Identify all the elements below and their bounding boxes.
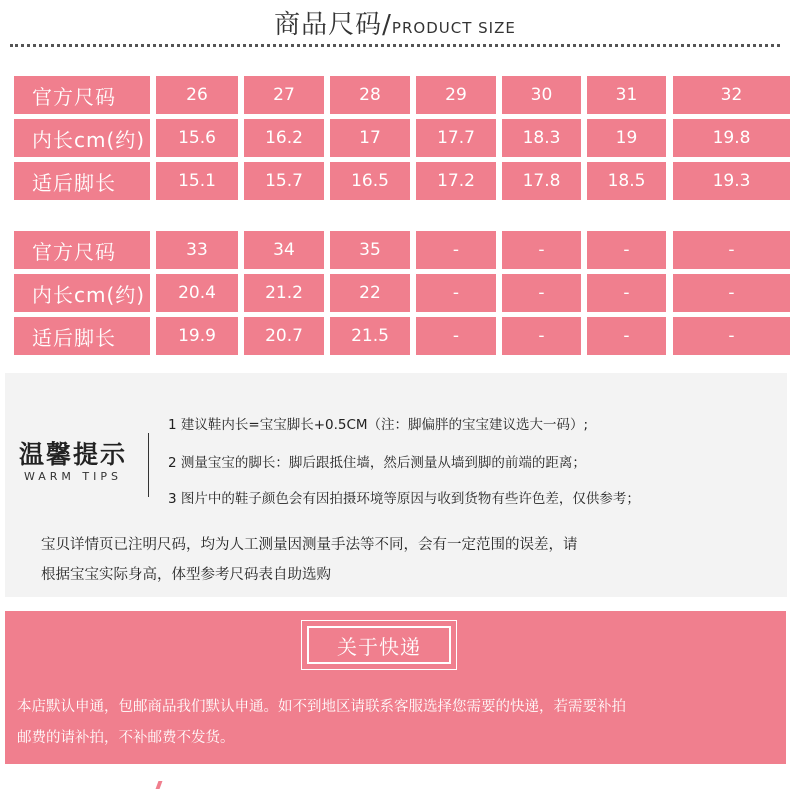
size-cell: 22 [330,274,410,312]
size-cell: 15.7 [244,162,324,200]
size-cell: 16.5 [330,162,410,200]
size-cell: - [587,231,666,269]
size-cell: - [416,274,496,312]
page-title [0,4,790,41]
size-cell: 21.2 [244,274,324,312]
size-cell: 20.4 [156,274,238,312]
size-cell: - [502,231,581,269]
size-cell: 21.5 [330,317,410,355]
size-cell: 31 [587,76,666,114]
size-cell: 27 [244,76,324,114]
size-cell: - [416,231,496,269]
tips-divider [148,433,149,497]
size-cell: 20.7 [244,317,324,355]
size-cell: 17 [330,119,410,157]
title-separator: / [382,10,392,40]
size-cell: 15.1 [156,162,238,200]
row-label: 官方尺码 [14,76,150,114]
tip-item: 1 建议鞋内长=宝宝脚长+0.5CM（注：脚偏胖的宝宝建议选大一码）; [168,417,589,433]
size-cell: 18.3 [502,119,581,157]
row-label: 内长cm(约) [14,119,150,157]
size-cell: 29 [416,76,496,114]
size-cell: 16.2 [244,119,324,157]
row-label: 适后脚长 [14,162,150,200]
row-label: 适后脚长 [14,317,150,355]
size-cell: - [416,317,496,355]
size-cell: - [673,274,790,312]
warm-tips-panel [5,373,787,597]
tips-title: 温馨提示 [18,440,127,469]
tips-subtitle: WARM TIPS [23,470,122,483]
size-cell: 26 [156,76,238,114]
row-label: 官方尺码 [14,231,150,269]
size-cell: 17.7 [416,119,496,157]
size-cell: 30 [502,76,581,114]
tips-note-line: 根据宝宝实际身高，体型参考尺码表自助选购 [41,567,331,583]
delivery-text-line: 本店默认申通，包邮商品我们默认申通。如不到地区请联系客服选择您需要的快递，若需要补拍 [17,699,626,715]
size-cell: 28 [330,76,410,114]
size-cell: 33 [156,231,238,269]
size-cell: 17.2 [416,162,496,200]
delivery-title: 关于快递 [307,626,451,664]
size-cell: 19 [587,119,666,157]
size-cell: 15.6 [156,119,238,157]
tips-note-line: 宝贝详情页已注明尺码，均为人工测量因测量手法等不同，会有一定范围的误差，请 [41,537,578,553]
tip-item: 2 测量宝宝的脚长：脚后跟抵住墙，然后测量从墙到脚的前端的距离； [168,455,586,471]
delivery-text-line: 邮费的请补拍，不补邮费不发货。 [17,730,235,746]
size-cell: 19.3 [673,162,790,200]
title-cn: 商品尺码 [274,10,383,40]
size-cell: 18.5 [587,162,666,200]
size-cell: - [673,231,790,269]
size-cell: 17.8 [502,162,581,200]
decorative-mark [156,781,163,789]
dotted-divider [10,44,780,47]
page-header [0,0,790,50]
size-cell: 19.8 [673,119,790,157]
size-cell: - [587,317,666,355]
title-en: PRODUCT SIZE [391,19,516,37]
delivery-panel [5,611,786,764]
size-cell: 34 [244,231,324,269]
size-cell: - [587,274,666,312]
size-cell: 19.9 [156,317,238,355]
size-cell: - [502,317,581,355]
size-cell: - [673,317,790,355]
row-label: 内长cm(约) [14,274,150,312]
size-cell: 32 [673,76,790,114]
size-cell: - [502,274,581,312]
size-cell: 35 [330,231,410,269]
tip-item: 3 图片中的鞋子颜色会有因拍摄环境等原因与收到货物有些许色差，仅供参考； [168,491,640,507]
